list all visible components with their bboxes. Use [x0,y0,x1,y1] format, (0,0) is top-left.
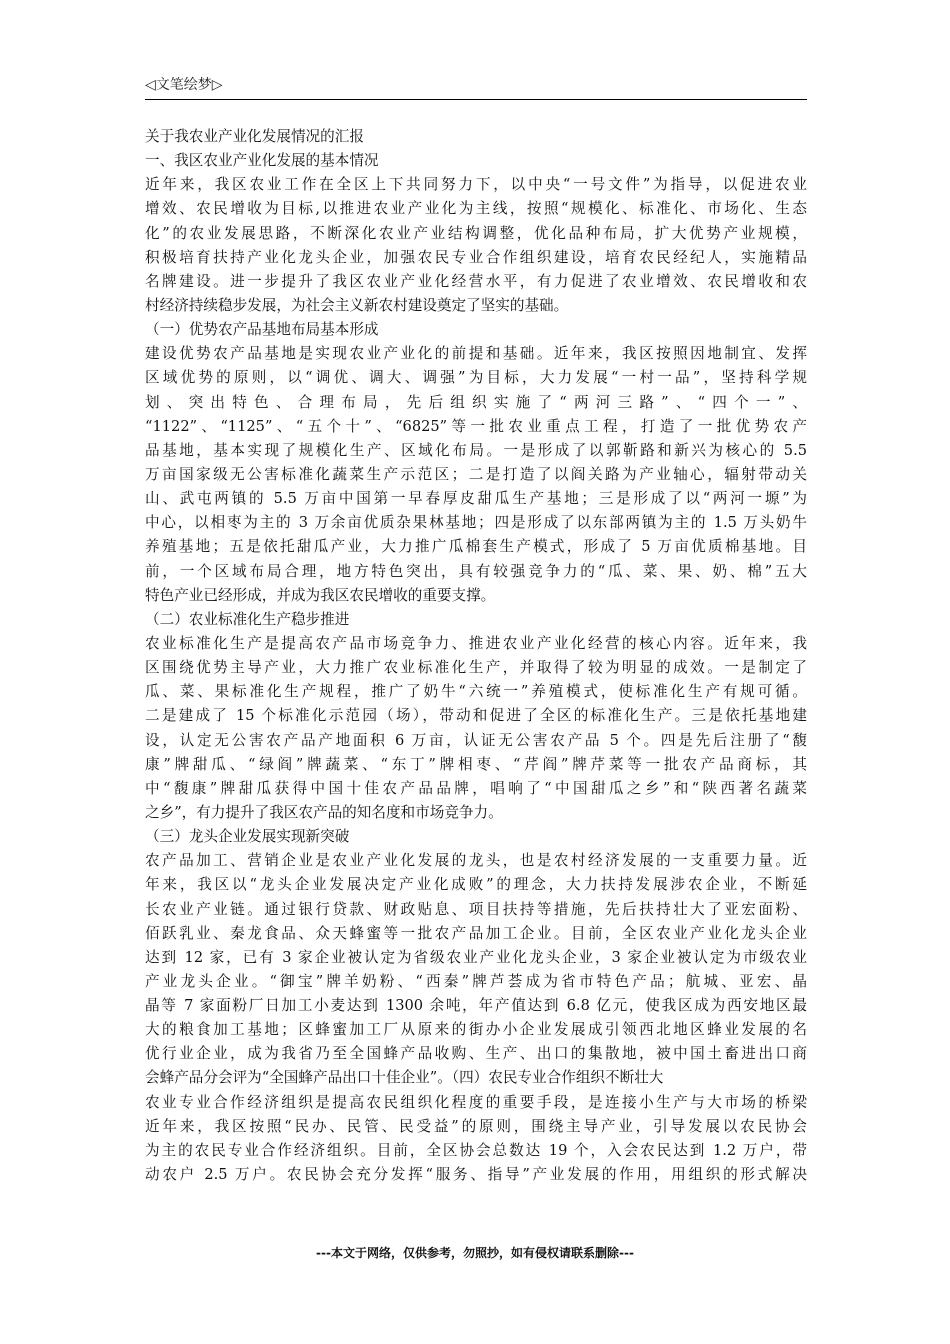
text-line: 之乡”，有力提升了我区农产品的知名度和市场竞争力。 [145,803,503,821]
header-brand: ◁文笔绘梦▷ [145,77,223,93]
text-line: 增效、农民增收为目标,以推进农业产业化为主线，按照“规模化、标准化、市场化、生态 [145,200,807,218]
text-line: 为主的农民专业合作经济组织。目前，全区协会总数达 19 个，入会农民达到 1.2 万户，带 [145,1141,807,1159]
text-line: 化”的农业发展思路，不断深化农业产业结构调整，优化品种布局，扩大优势产业规模， [145,224,807,242]
text-line: 大的粮食加工基地；区蜂蜜加工厂从原来的街办小企业发展成引领西北地区蜂业发展的名 [145,1021,807,1039]
footer-disclaimer: ---本文于网络，仅供参考，勿照抄，如有侵权请联系删除--- [316,1246,634,1260]
text-line: （三）龙头企业发展实现新突破 [145,828,350,846]
text-line: （一）优势农产品基地布局基本形成 [145,321,379,339]
text-line: 瓜、菜、果标准化生产规程，推广了奶牛“六统一”养殖模式，使标准化生产有规可循。 [145,683,807,701]
text-line: 佰跃乳业、秦龙食品、众天蜂蜜等一批农产品加工企业。目前，全区农业产业化龙头企业 [145,924,807,942]
text-line: 积极培育扶持产业化龙头企业，加强农民专业合作组织建设，培育农民经纪人，实施精品 [145,248,807,266]
text-line: 中心，以相枣为主的 3 万余亩优质杂果林基地；四是形成了以东部两镇为主的 1.5 万头奶牛 [145,514,807,532]
text-line: 前，一个区域布局合理，地方特色突出，具有较强竞争力的“瓜、菜、果、奶、棉”五大 [145,562,807,580]
text-line: 万亩国家级无公害标准化蔬菜生产示范区；二是打造了以阎关路为产业轴心，辐射带动关 [145,465,807,483]
text-line: “1122”、“1125”、“五个十”、“6825”等一批农业重点工程，打造了一批优势农产 [145,417,807,435]
text-line: 优行业企业，成为我省乃至全国蜂产品收购、生产、出口的集散地，被中国土畜进出口商 [145,1045,807,1063]
text-line: 动农户 2.5 万户。农民协会充分发挥“服务、指导”产业发展的作用，用组织的形式解决 [145,1166,807,1184]
document-body [145,125,807,1187]
text-line: 年来，我区以“龙头企业发展决定产业化成败”的理念，大力扶持发展涉农企业，不断延 [145,876,807,894]
text-line: 近年来，我区按照“民办、民管、民受益”的原则，围绕主导产业，引导发展以农民协会 [145,1117,807,1135]
text-line: 中“馥康”牌甜瓜获得中国十佳农产品品牌，唱响了“中国甜瓜之乡”和“陕西著名蔬菜 [145,779,807,797]
text-line: 养殖基地；五是依托甜瓜产业，大力推广瓜棉套生产模式，形成了 5 万亩优质棉基地。目 [145,538,807,556]
text-line: 特色产业已经形成，并成为我区农民增收的重要支撑。 [145,586,496,604]
text-line: 康”牌甜瓜、“绿阎”牌蔬菜、“东丁”牌相枣、“芹阎”牌芹菜等一批农产品商标，其 [145,755,807,773]
text-line: 二是建成了 15 个标准化示范园（场），带动和促进了全区的标准化生产。三是依托基地建 [145,707,807,725]
text-line: 品基地，基本实现了规模化生产、区域化布局。一是形成了以郭靳路和新兴为核心的 5.5 [145,441,807,459]
text-line: 晶等 7 家面粉厂日加工小麦达到 1300 余吨，年产值达到 6.8 亿元，使我区成为西安地区最 [145,997,807,1015]
text-line: 农业专业合作经济组织是提高农民组织化程度的重要手段，是连接小生产与大市场的桥梁 [145,1093,807,1111]
text-line: 近年来，我区农业工作在全区上下共同努力下，以中央“一号文件”为指导，以促进农业 [145,176,807,194]
text-line: 长农业产业链。通过银行贷款、财政贴息、项目扶持等措施，先后扶持壮大了亚宏面粉、 [145,900,807,918]
text-line: 村经济持续稳步发展，为社会主义新农村建设奠定了坚实的基础。 [145,296,569,314]
page-header [145,72,807,100]
text-line: 划、突出特色、合理布局，先后组织实施了“两河三路”、“四个一”、 [145,393,807,411]
text-line: 区域优势的原则，以“调优、调大、调强”为目标，大力发展“一村一品”，坚持科学规 [145,369,807,387]
text-line: 会蜂产品分会评为“全国蜂产品出口十佳企业”。（四）农民专业合作组织不断壮大 [145,1069,664,1087]
text-line: 名牌建设。进一步提升了我区农业产业化经营水平，有力促进了农业增效、农民增收和农 [145,272,807,290]
text-line: 农产品加工、营销企业是农业产业化发展的龙头，也是农村经济发展的一支重要力量。近 [145,852,807,870]
text-line: 产业龙头企业。“御宝”牌羊奶粉、“西秦”牌芦荟成为省市特色产品；航城、亚宏、晶 [145,972,807,990]
text-line: 设，认定无公害农产品产地面积 6 万亩，认证无公害农产品 5 个。四是先后注册了“馥 [145,731,807,749]
text-line: 一、我区农业产业化发展的基本情况 [145,152,379,170]
text-line: 建设优势农产品基地是实现农业产业化的前提和基础。近年来，我区按照因地制宜、发挥 [145,345,807,363]
text-line: 区围绕优势主导产业，大力推广农业标准化生产，并取得了较为明显的成效。一是制定了 [145,659,807,677]
text-line: （二）农业标准化生产稳步推进 [145,610,350,628]
text-line: 关于我农业产业化发展情况的汇报 [145,128,364,145]
text-line: 山、武屯两镇的 5.5 万亩中国第一早春厚皮甜瓜生产基地；三是形成了以“两河一塬”为 [145,490,807,508]
text-line: 农业标准化生产是提高农产品市场竞争力、推进农业产业化经营的核心内容。近年来，我 [145,634,807,652]
text-line: 达到 12 家，已有 3 家企业被认定为省级农业产业化龙头企业，3 家企业被认定为市级农业 [145,948,807,966]
